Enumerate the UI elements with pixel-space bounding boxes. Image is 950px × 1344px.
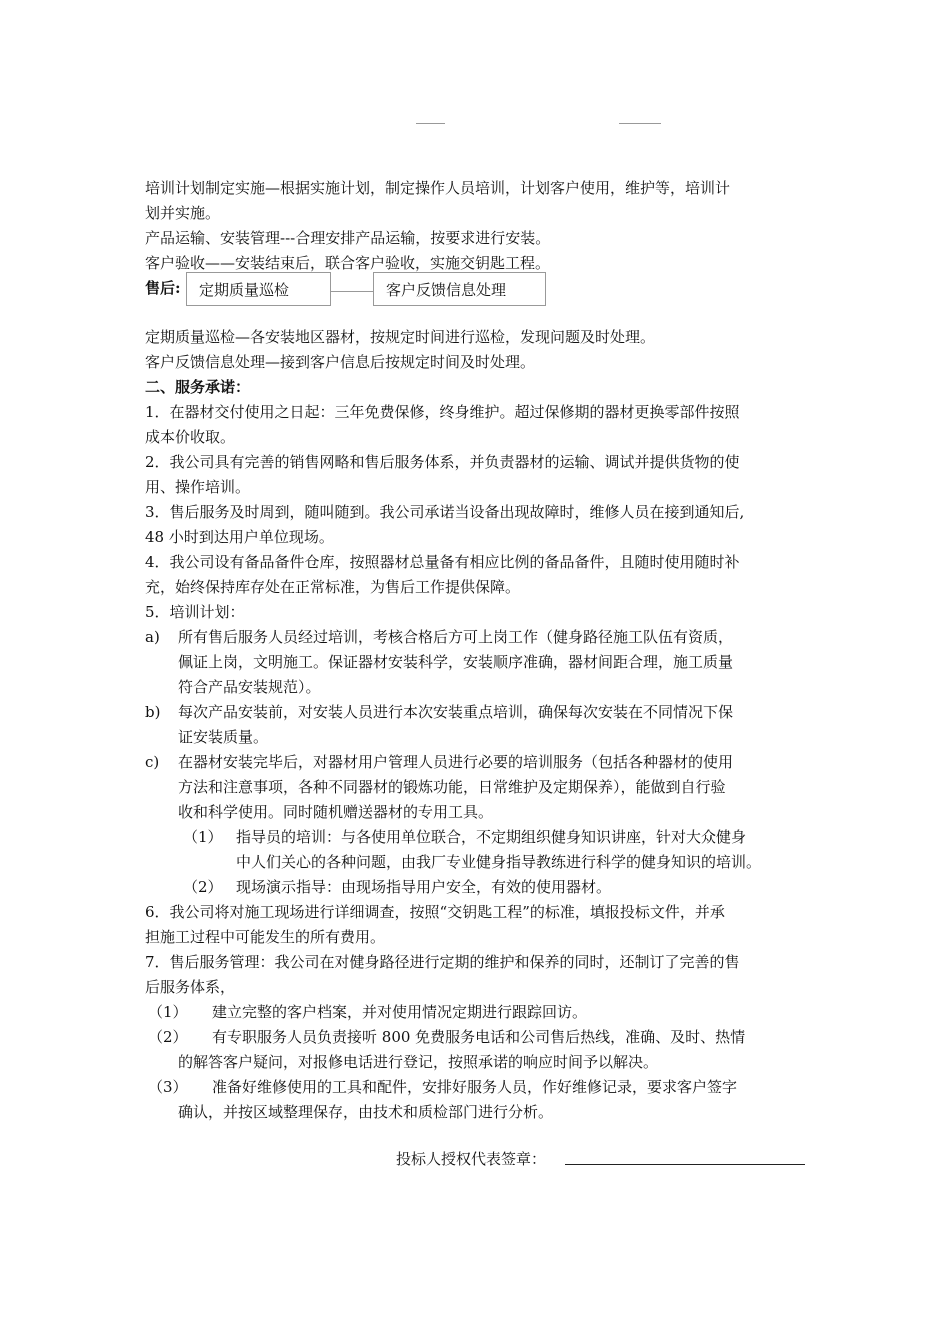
intro-line-1b: 划并实施。 — [145, 204, 221, 222]
commitment-item-3a: 3．售后服务及时周到，随叫随到。我公司承诺当设备出现故障时，维修人员在接到通知后, — [145, 503, 745, 521]
list-c-line-2: 方法和注意事项，各种不同器材的锻炼功能，日常维护及定期保养），能做到自行验 — [178, 778, 726, 796]
service-label-3: （3） — [148, 1078, 188, 1096]
intro-line-2: 产品运输、安装管理---合理安排产品运输，按要求进行安装。 — [145, 229, 551, 247]
list-a-line-1: 所有售后服务人员经过培训，考核合格后方可上岗工作（健身路径施工队伍有资质， — [178, 628, 734, 646]
commitment-item-1a: 1．在器材交付使用之日起：三年免费保修，终身维护。超过保修期的器材更换零部件按照 — [145, 403, 740, 421]
service-line-1: 建立完整的客户档案，并对使用情况定期进行跟踪回访。 — [212, 1003, 588, 1021]
intro-line-1a: 培训计划制定实施—根据实施计划，制定操作人员培训，计划客户使用，维护等，培训计 — [145, 179, 731, 197]
commitment-item-2a: 2．我公司具有完善的销售网略和售后服务体系，并负责器材的运输、调试并提供货物的使 — [145, 453, 740, 471]
commitment-item-5: 5．培训计划： — [145, 603, 245, 621]
flow-box-quality-inspection: 定期质量巡检 — [186, 272, 331, 306]
list-a-line-2: 佩证上岗，文明施工。保证器材安装科学，安装顺序准确，器材间距合理，施工质量 — [178, 653, 734, 671]
commitment-item-4a: 4．我公司设有备品备件仓库，按照器材总量备有相应比例的备品备件，且随时使用随时补 — [145, 553, 740, 571]
commitment-item-3b: 48 小时到达用户单位现场。 — [145, 528, 334, 546]
service-line-3a: 准备好维修使用的工具和配件，安排好服务人员，作好维修记录，要求客户签字 — [212, 1078, 738, 1096]
commitment-item-2b: 用、操作培训。 — [145, 478, 251, 496]
aftersale-desc-1: 定期质量巡检—各安装地区器材，按规定时间进行巡检，发现问题及时处理。 — [145, 328, 656, 346]
list-c-line-1: 在器材安装完毕后，对器材用户管理人员进行必要的培训服务（包括各种器材的使用 — [178, 753, 734, 771]
list-a-line-3: 符合产品安装规范）。 — [178, 678, 321, 696]
signature-line[interactable] — [565, 1164, 805, 1165]
service-label-2: （2） — [148, 1028, 188, 1046]
commitment-item-7a: 7．售后服务管理：我公司在对健身路径进行定期的维护和保养的同时，还制订了完善的售 — [145, 953, 740, 971]
list-c-sub1-label: （1） — [183, 828, 223, 846]
header-rule-left — [416, 123, 445, 124]
list-c-sub1-line-1: 指导员的培训：与各使用单位联合，不定期组织健身知识讲座，针对大众健身 — [236, 828, 747, 846]
aftersale-desc-2: 客户反馈信息处理—接到客户信息后按规定时间及时处理。 — [145, 353, 536, 371]
list-b-line-1: 每次产品安装前，对安装人员进行本次安装重点培训，确保每次安装在不同情况下保 — [178, 703, 734, 721]
list-label-a: a) — [145, 628, 160, 646]
commitment-item-7b: 后服务体系， — [145, 978, 236, 996]
list-c-sub2-label: （2） — [183, 878, 223, 896]
commitment-item-4b: 充，始终保持库存处在正常标准，为售后工作提供保障。 — [145, 578, 521, 596]
service-line-2a: 有专职服务人员负责接听 800 免费服务电话和公司售后热线，准确、及时、热情 — [212, 1028, 746, 1046]
section-heading: 二、服务承诺： — [145, 378, 251, 396]
aftersale-label: 售后: — [145, 279, 181, 297]
header-rule-right — [619, 123, 661, 124]
list-c-sub2-line: 现场演示指导：由现场指导用户安全，有效的使用器材。 — [236, 878, 612, 896]
list-label-b: b) — [145, 703, 161, 721]
flow-connector — [331, 291, 373, 292]
commitment-item-6a: 6．我公司将对施工现场进行详细调查，按照“交钥匙工程”的标准，填报投标文件，并承 — [145, 903, 725, 921]
list-c-sub1-line-2: 中人们关心的各种问题，由我厂专业健身指导教练进行科学的健身知识的培训。 — [236, 853, 762, 871]
flow-box-feedback: 客户反馈信息处理 — [373, 272, 546, 306]
service-line-2b: 的解答客户疑问，对报修电话进行登记，按照承诺的响应时间予以解决。 — [178, 1053, 659, 1071]
intro-line-3: 客户验收——安装结束后，联合客户验收，实施交钥匙工程。 — [145, 254, 551, 272]
commitment-item-6b: 担施工过程中可能发生的所有费用。 — [145, 928, 386, 946]
service-line-3b: 确认，并按区域整理保存，由技术和质检部门进行分析。 — [178, 1103, 554, 1121]
signature-label: 投标人授权代表签章： — [396, 1150, 547, 1168]
list-c-line-3: 收和科学使用。同时随机赠送器材的专用工具。 — [178, 803, 494, 821]
commitment-item-1b: 成本价收取。 — [145, 428, 236, 446]
list-label-c: c) — [145, 753, 160, 771]
list-b-line-2: 证安装质量。 — [178, 728, 269, 746]
service-label-1: （1） — [148, 1003, 188, 1021]
